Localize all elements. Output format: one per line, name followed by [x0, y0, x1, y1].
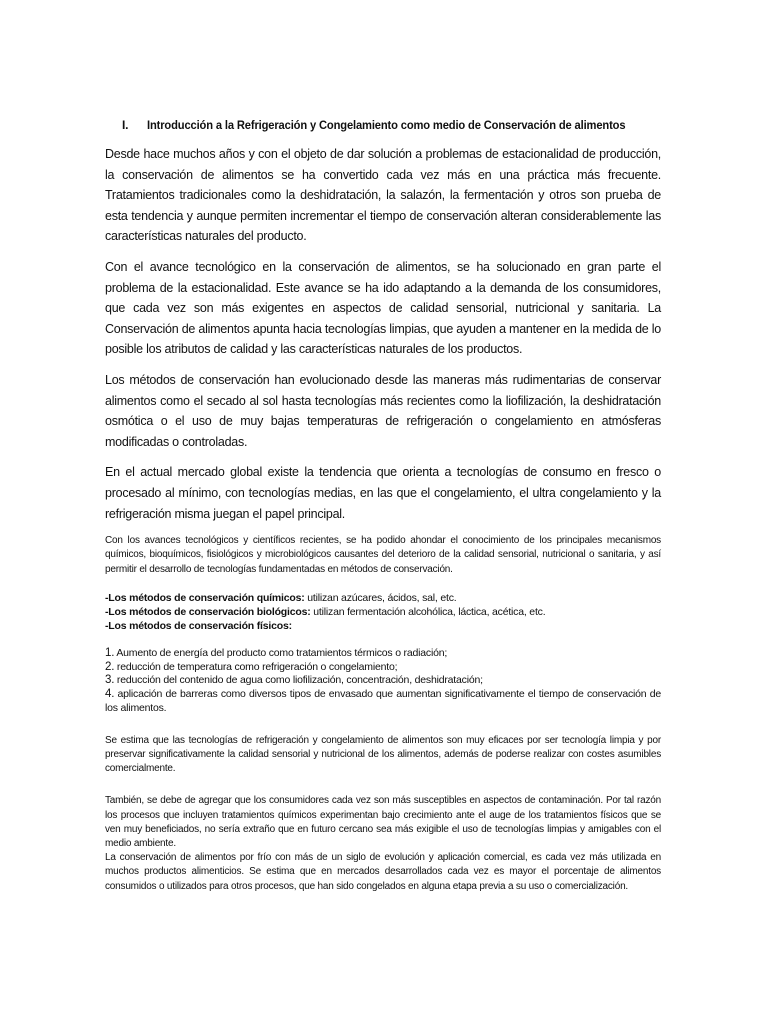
section-title: Introducción a la Refrigeración y Congelamiento como medio de Conservación de alimentos	[146, 118, 625, 132]
method-chemical-text: utilizan azúcares, ácidos, sal, etc.	[304, 591, 457, 604]
method-chemical	[105, 591, 661, 605]
method-biological-label: -Los métodos de conservación biológicos:	[105, 605, 311, 618]
method-biological-text: utilizan fermentación alcohólica, láctica, acética, etc.	[310, 605, 546, 618]
physical-list-item-2	[105, 661, 661, 675]
list-number: 2.	[105, 660, 115, 673]
list-text: aplicación de barreras como diversos tipos de envasado que aumentan significativamente el tiempo de conservación de los alimentos.	[105, 688, 661, 714]
paragraph-4: En el actual mercado global existe la tendencia que orienta a tecnologías de consumo en fresco o procesado al mínimo, con tecnologías medias, en las que el congelamiento, el ultra congelamiento y la refrigeración misma juegan el papel principal.	[105, 465, 661, 521]
paragraph-1: Desde hace muchos años y con el objeto de dar solución a problemas de estacionalidad de producción, la conservación de alimentos se ha convertido cada vez más en una práctica más frecuente. Tratamientos tradicionales como la deshidratación, la salazón, la fermentación y otros son prueba de esta tendencia y aunque permiten incrementar el tiempo de conservación alteran considerablemente las características naturales del producto.	[105, 147, 661, 244]
consumers-paragraph: También, se debe de agregar que los consumidores cada vez son más susceptibles en aspectos de contaminación. Por tal razón los procesos que incluyen tratamientos químicos experimentan bajo crecimiento ante el auge de los tratamientos físicos que se ven muy beneficiados, no sería extraño que en futuro cercano sea más exigible el uso de tecnologías limpias y amigables con el medio ambiente.	[105, 795, 661, 849]
method-biological	[105, 605, 661, 619]
list-number: 4.	[105, 688, 115, 701]
paragraph-2: Con el avance tecnológico en la conservación de alimentos, se ha solucionado en gran parte el problema de la estacionalidad. Este avance se ha ido adaptando a la demanda de los consumidores, que cada vez son más exigentes en aspectos de calidad sensorial, nutricional y sanitaria. La Conservación de alimentos apunta hacia tecnologías limpias, que ayuden a mantener en la medida de lo posible los atributos de calidad y las características naturales de los productos.	[105, 259, 661, 357]
list-text: Aumento de energía del producto como tratamientos térmicos o radiación;	[114, 646, 448, 659]
method-chemical-label: -Los métodos de conservación químicos:	[105, 591, 305, 604]
cold-conservation-paragraph: La conservación de alimentos por frío con más de un siglo de evolución y aplicación comercial, es cada vez más utilizada en muchos productos alimenticios. Se estima que en mercados desarrollados cada vez es mayor el porcentaje de alimentos consumidos o utilizados para otros procesos, que han sido congelados en alguna etapa previa a su uso o comercialización.	[105, 852, 661, 892]
document-page	[105, 118, 661, 894]
list-text: reducción del contenido de agua como liofilización, concentración, deshidratación;	[114, 674, 483, 687]
estimate-paragraph: Se estima que las tecnologías de refrigeración y congelamiento de alimentos son muy eficaces por ser tecnología limpia y por preservar significativamente la calidad sensorial y nutricional de los alimentos, además de poderse realizar con costes asumibles comercialmente.	[105, 734, 661, 775]
list-number: 1.	[105, 646, 115, 659]
method-physical	[105, 619, 661, 633]
section-heading	[105, 118, 661, 132]
physical-list-item-4	[105, 688, 661, 716]
section-number: I.	[122, 118, 129, 132]
physical-list-item-3	[105, 674, 661, 688]
list-number: 3.	[105, 674, 115, 687]
list-text: reducción de temperatura como refrigeración o congelamiento;	[114, 660, 398, 673]
paragraph-3: Los métodos de conservación han evolucionado desde las maneras más rudimentarias de conservar alimentos como el secado al sol hasta tecnologías más recientes como la liofilización, la deshidratación osmótica o el uso de muy bajas temperaturas de refrigeración o congelamiento en atmósferas modificadas o controladas.	[105, 372, 661, 449]
advances-paragraph: Con los avances tecnológicos y científicos recientes, se ha podido ahondar el conocimiento de los principales mecanismos químicos, bioquímicos, fisiológicos y microbiológicos causantes del deterioro de la calidad sensorial, nutricional o sanitaria, y así permitir el desarrollo de tecnologías fundamentadas en métodos de conservación.	[105, 535, 661, 575]
physical-list-item-1	[105, 647, 661, 661]
method-physical-label: -Los métodos de conservación físicos:	[105, 619, 292, 632]
